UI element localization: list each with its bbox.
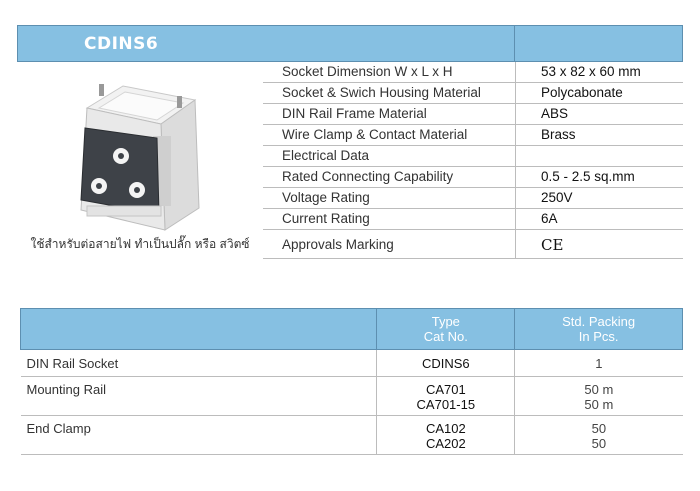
header-catno-label: Cat No. [423, 329, 468, 344]
spec-row [263, 188, 683, 209]
spec-value: Polycabonate [541, 85, 623, 100]
spec-label: Electrical Data [282, 148, 370, 163]
spec-row [263, 83, 683, 104]
spec-row [263, 167, 683, 188]
spec-row [263, 104, 683, 125]
spec-table [263, 62, 683, 259]
spec-label: Rated Connecting Capability [282, 169, 454, 184]
packing-cell [515, 377, 683, 416]
header-divider [514, 26, 515, 61]
product-header-bar [17, 25, 683, 62]
spec-label: Wire Clamp & Contact Material [282, 127, 468, 142]
spec-row [263, 125, 683, 146]
spec-value: 53 x 82 x 60 mm [541, 64, 641, 79]
item-name: End Clamp [21, 416, 377, 455]
packing-qty: 50 [591, 421, 607, 436]
spec-row [263, 62, 683, 83]
table-row [21, 377, 683, 416]
spec-label: Voltage Rating [282, 190, 370, 205]
item-name: DIN Rail Socket [21, 350, 377, 377]
spec-label: Socket & Swich Housing Material [282, 85, 481, 100]
spec-row [263, 146, 683, 167]
spec-value: Brass [541, 127, 576, 142]
packing-qty: 50 m [584, 382, 614, 397]
spec-row [263, 230, 683, 259]
cat-no: CA701 [425, 382, 466, 397]
product-caption: ใช้สำหรับต่อสายไฟ ทำเป็นปลั๊ก หรือ สวิตซ์ [30, 237, 250, 251]
ordering-table [20, 308, 683, 455]
packing-cell [515, 350, 683, 377]
spec-divider [515, 146, 516, 166]
product-title: CDINS6 [84, 34, 159, 54]
product-photo [65, 78, 215, 233]
header-packing-cell [515, 309, 683, 350]
packing-qty: 50 [591, 436, 607, 451]
header-type-label: Type [431, 314, 460, 329]
spec-value: 0.5 - 2.5 sq.mm [541, 169, 635, 184]
cat-no: CA701-15 [416, 397, 476, 412]
item-name: Mounting Rail [21, 377, 377, 416]
header-type-cell [377, 309, 515, 350]
header-packing-label: Std. Packing [562, 314, 636, 329]
spec-value: 6A [541, 211, 558, 226]
header-name-cell [21, 309, 377, 350]
spec-row [263, 209, 683, 230]
spec-label: Approvals Marking [282, 237, 394, 252]
cat-no-cell [377, 350, 515, 377]
spec-divider [515, 104, 516, 124]
spec-value: ABS [541, 106, 569, 121]
packing-cell [515, 416, 683, 455]
header-pcs-label: In Pcs. [578, 329, 619, 344]
cat-no-cell [377, 416, 515, 455]
spec-divider [515, 83, 516, 103]
spec-label: Current Rating [282, 211, 370, 226]
packing-qty: 1 [595, 356, 603, 371]
spec-value: 250V [541, 190, 573, 205]
spec-divider [515, 125, 516, 145]
cat-no: CA202 [425, 436, 466, 451]
table-row [21, 416, 683, 455]
ce-mark-icon: CE [541, 236, 564, 254]
cat-no-cell [377, 377, 515, 416]
cat-no: CA102 [425, 421, 466, 436]
table-row [21, 350, 683, 377]
spec-divider [515, 62, 516, 82]
ordering-header-row [21, 309, 683, 350]
spec-label: Socket Dimension W x L x H [282, 64, 453, 79]
spec-divider [515, 209, 516, 229]
spec-divider [515, 167, 516, 187]
spec-label: DIN Rail Frame Material [282, 106, 427, 121]
spec-divider [515, 230, 516, 258]
cat-no: CDINS6 [421, 356, 470, 371]
spec-divider [515, 188, 516, 208]
packing-qty: 50 m [584, 397, 614, 412]
